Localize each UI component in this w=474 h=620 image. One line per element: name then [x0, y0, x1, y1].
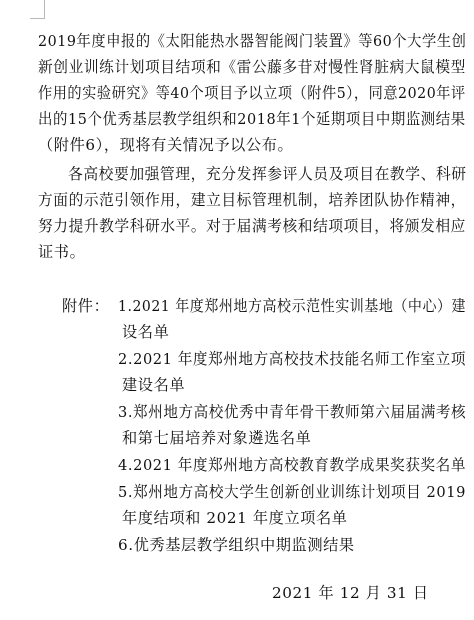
attachment-3-line-1: 3.郑州地方高校优秀中青年骨干教师第六届届满考核: [118, 403, 467, 421]
attachment-4-line-1: 4.2021 年度郑州地方高校教育教学成果奖获奖名单: [118, 456, 467, 474]
attachment-5-line-2: 年度结项和 2021 年度立项名单: [122, 509, 348, 527]
paragraph2-line-2: 方面的示范引领作用，建立目标管理机制，培养团队协作精神，: [38, 191, 466, 209]
attachment-2-line-2: 建设名单: [122, 376, 186, 394]
paragraph2-line-1: 各高校要加强管理，充分发挥参评人员及项目在教学、科研: [68, 165, 467, 183]
document-date: 2021 年 12 月 31 日: [272, 584, 429, 602]
paragraph1-line-5: （附件6），现将有关情况予以公布。: [38, 136, 294, 154]
page-corner-mark: [30, 0, 45, 19]
attachments-label: 附件：: [62, 297, 110, 315]
paragraph1-line-2: 新创业训练计划项目结项和《雷公藤多苷对慢性肾脏病大鼠模型: [38, 58, 466, 76]
attachment-1-line-2: 设名单: [122, 323, 170, 341]
attachment-6-line-1: 6.优秀基层教学组织中期监测结果: [118, 536, 355, 554]
attachment-2-line-1: 2.2021 年度郑州地方高校技术技能名师工作室立项: [118, 350, 467, 368]
paragraph1-line-4: 出的15个优秀基层教学组织和2018年1个延期项目中期监测结果: [38, 110, 466, 128]
paragraph2-line-3: 努力提升教学科研水平。对于届满考核和结项项目，将颁发相应: [38, 217, 466, 235]
paragraph1-line-1: 2019年度申报的《太阳能热水器智能阀门装置》等60个大学生创: [38, 32, 467, 50]
attachment-3-line-2: 和第七届培养对象遴选名单: [122, 429, 312, 447]
paragraph2-line-4: 证书。: [38, 243, 86, 261]
attachment-1-line-1: 1.2021 年度郑州地方高校示范性实训基地（中心）建: [118, 297, 467, 315]
attachment-5-line-1: 5.郑州地方高校大学生创新创业训练计划项目 2019: [118, 483, 467, 501]
paragraph1-line-3: 作用的实验研究》等40个项目予以立项（附件5），同意2020年评: [38, 84, 466, 102]
